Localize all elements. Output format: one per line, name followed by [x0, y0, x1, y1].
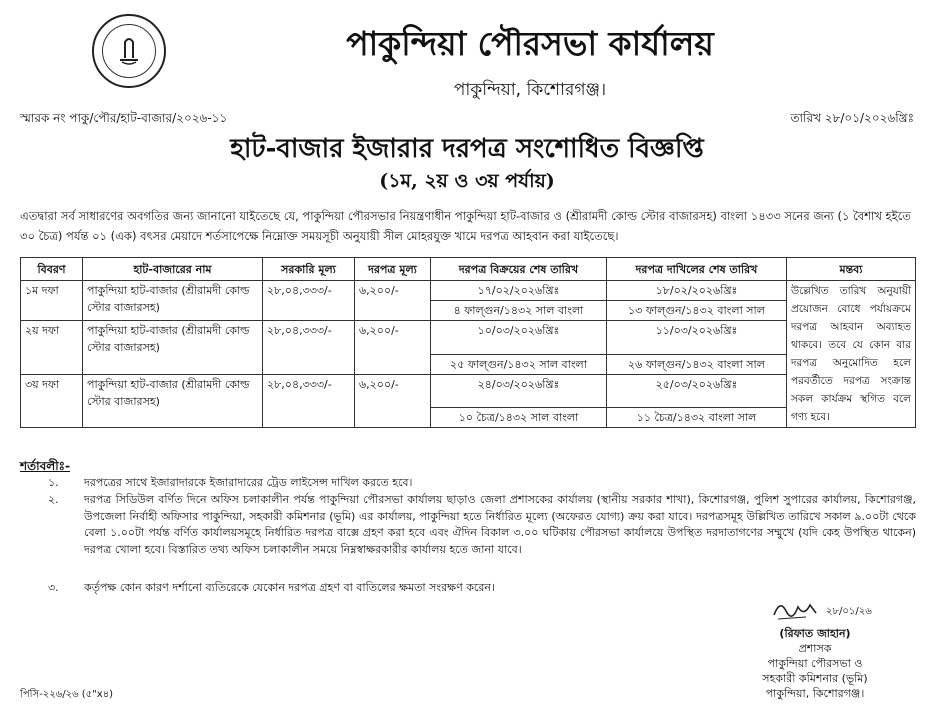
office-title: পাকুন্দিয়া পৌরসভা কার্যালয় — [346, 24, 714, 63]
tender-schedule-table — [20, 257, 916, 428]
sale-date-cell: ২৪/০৩/২০২৬খ্রিঃ — [431, 374, 607, 408]
govt-price-cell: ২৮,০৪,৩৩৩/- — [263, 281, 355, 321]
signer-designation: প্রশাসক — [798, 642, 832, 655]
condition-number: ৩. — [48, 581, 59, 594]
tender-price-cell: ৬,২০০/- — [355, 321, 431, 375]
print-code: পিসি-২২৬/২৬ (৫"x৪) — [20, 689, 114, 700]
notice-title: হাট-বাজার ইজারার দরপত্র সংশোধিত বিজ্ঞপ্তি — [230, 134, 704, 164]
notice-subtitle: (১ম, ২য় ও ৩য় পর্যায়) — [379, 170, 555, 192]
signer-name: (রিফাত জাহান) — [779, 627, 851, 640]
phase-cell: ৩য় দফা — [21, 374, 83, 428]
conditions-heading: শর্তাবলীঃ- — [20, 459, 71, 473]
signer-office-line: সহকারী কমিশনার (ভূমি) — [762, 672, 868, 685]
submit-date-bangla-cell: ১১ চৈত্র/১৪৩২ বাংলা সাল — [607, 408, 787, 428]
column-header: হাট-বাজারের নাম — [83, 258, 263, 281]
handwritten-signature — [770, 597, 830, 623]
tender-price-cell: ৬,২০০/- — [355, 281, 431, 321]
table-row — [21, 374, 916, 408]
column-header: দরপত্র বিক্রয়ের শেষ তারিখ — [431, 258, 607, 281]
table-header-row — [21, 258, 916, 281]
column-header: দরপত্র দাখিলের শেষ তারিখ — [607, 258, 787, 281]
notice-intro: এতদ্বারা সর্ব সাধারণের অবগতির জন্য জানানো যাইতেছে যে, পাকুন্দিয়া পৌরসভার নিয়ন্ত্রণাধীন পাকুন্দিয়া হাট-বাজার ও (শ্রীরামদী কোল্ড স্টোর বাজারসহ) বাংলা ১৪৩৩ সনের জন্য (১ বৈশাখ হইতে ৩০ চৈত্র) পর্যন্ত ০১ (এক) বৎসর মেয়াদে শর্তসাপেক্ষে নিম্নোক্ত সময়সূচী অনুযায়ী সীল মোহরযুক্ত খামে দরপত্র আহবান করা যাইতেছে। — [20, 209, 911, 243]
office-address: পাকুন্দিয়া, কিশোরগঞ্জ। — [453, 80, 607, 100]
govt-price-cell: ২৮,০৪,৩৩৩/- — [263, 321, 355, 375]
govt-price-cell: ২৮,০৪,৩৩৩/- — [263, 374, 355, 428]
signature-date: ২৮/০১/২৬ — [826, 606, 872, 617]
market-cell: পাকুন্দিয়া হাট-বাজার (শ্রীরামদী কোল্ড স্টোর বাজারসহ) — [83, 374, 263, 428]
submit-date-cell: ১৮/০২/২০২৬খ্রিঃ — [607, 281, 787, 301]
memo-date: তারিখ ২৮/০১/২০২৬খ্রিঃ — [790, 111, 914, 125]
tender-price-cell: ৬,২০০/- — [355, 374, 431, 428]
submit-date-cell: ২৫/০৩/২০২৬খ্রিঃ — [607, 374, 787, 408]
market-cell: পাকুন্দিয়া হাট-বাজার (শ্রীরামদী কোল্ড স্টোর বাজারসহ) — [83, 321, 263, 375]
sale-date-bangla-cell: ৪ ফাল্গুন/১৪৩২ সাল বাংলা — [431, 301, 607, 321]
condition-number: ২. — [48, 493, 59, 506]
remarks-cell: উল্লেখিত তারিখ অনুযায়ী প্রয়োজন বোধে পর্যায়ক্রমে দরপত্র আহবান অব্যাহত থাকবে। তবে যে কোন বার দরপত্র অনুমোদিত হলে পরবর্তীতে দরপত্র সংক্রান্ত সকল কার্যক্রম স্থগিত বলে গণ্য হবে। — [787, 281, 916, 428]
signer-office-line: পাকুন্দিয়া পৌরসভা ও — [767, 657, 863, 670]
signature-block — [720, 626, 910, 701]
condition-number: ১. — [48, 476, 59, 489]
market-cell: পাকুন্দিয়া হাট-বাজার (শ্রীরামদী কোল্ড স্টোর বাজারসহ) — [83, 281, 263, 321]
condition-text: দরপত্র সিডিউল বর্ণিত দিনে অফিস চলাকালীন পর্যন্ত পাকুন্দিয়া পৌরসভা কার্যালয় ছাড়াও জেলা প্রশাসকের কার্যালয় (স্থানীয় সরকার শাখা), কিশোরগঞ্জ, পুলিশ সুপারের কার্যালয়, কিশোরগঞ্জ, উপজেলা নির্বাহী অফিসার পাকুন্দিয়া, সহকারী কমিশনার (ভূমি) এর কার্যালয়, পাকুন্দিয়া হতে নির্ধারিত মূল্যে (অফেরত যোগ্য) ক্রয় করা যাবে। দরপত্রসমূহ উল্লিখিত তারিখে সকাল ৯.০০টা থেকে বেলা ১.০০টা পর্যন্ত বর্ণিত কার্যালয়সমূহে নির্ধারিত দরপত্র বাক্সে গ্রহণ করা হবে এবং ঐদিন বিকাল ৩.০০ ঘটিকায় পৌরসভা কার্যালয়ে উপস্থিত দরদাতাগণের সম্মুখে (যদি কেহ উপস্থিত থাকেন) দরপত্র খোলা হবে। বিস্তারিত তথ্য অফিস চলাকালীন সময়ে নিম্নস্বাক্ষরকারীর কার্যালয় হতে জানা যাবে। — [84, 493, 916, 556]
sale-date-bangla-cell: ২৫ ফাল্গুন/১৪৩২ সাল বাংলা — [431, 354, 607, 374]
municipality-seal-logo — [92, 14, 166, 88]
condition-text: দরপত্রের সাথে ইজারাদারকে ইজারাদারের ট্রেড লাইসেন্স দাখিল করতে হবে। — [84, 476, 413, 489]
submit-date-bangla-cell: ২৬ ফাল্গুন/১৪৩২ বাংলা সাল — [607, 354, 787, 374]
memo-number: স্মারক নং পাকু/পৌর/হাট-বাজার/২০২৬-১১ — [20, 111, 228, 125]
table-row — [21, 321, 916, 355]
submit-date-cell: ১১/০৩/২০২৬খ্রিঃ — [607, 321, 787, 355]
seal-emblem-icon — [116, 32, 142, 66]
sale-date-cell: ১৭/০২/২০২৬খ্রিঃ — [431, 281, 607, 301]
condition-text: কর্তৃপক্ষ কোন কারণ দর্শানো ব্যতিরেকে যেকোন দরপত্র গ্রহণ বা বাতিলের ক্ষমতা সংরক্ষণ করেন। — [84, 581, 495, 594]
column-header: বিবরণ — [21, 258, 83, 281]
sale-date-bangla-cell: ১০ চৈত্র/১৪৩২ সাল বাংলা — [431, 408, 607, 428]
column-header: দরপত্র মূল্য — [355, 258, 431, 281]
column-header: মন্তব্য — [787, 258, 916, 281]
sale-date-cell: ১০/০৩/২০২৬খ্রিঃ — [431, 321, 607, 355]
table-row — [21, 281, 916, 301]
signer-office-line: পাকুন্দিয়া, কিশোরগঞ্জ। — [765, 687, 865, 700]
column-header: সরকারি মূল্য — [263, 258, 355, 281]
phase-cell: ২য় দফা — [21, 321, 83, 375]
submit-date-bangla-cell: ১৩ ফাল্গুন/১৪৩২ বাংলা সাল — [607, 301, 787, 321]
phase-cell: ১ম দফা — [21, 281, 83, 321]
